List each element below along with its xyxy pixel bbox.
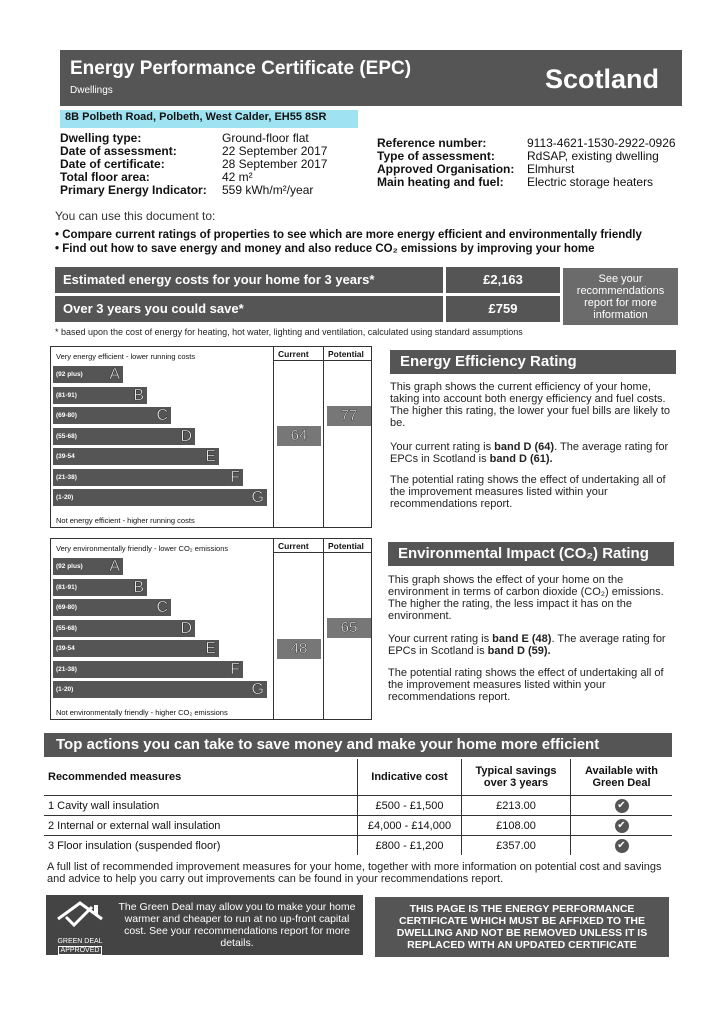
band-letter: A [109,558,120,575]
ei-top-label: Very environmentally friendly - lower CO₂ emissions [56,544,229,553]
col-current: Current [278,541,309,551]
detail-value: 9113-4621-1530-2922-0926 [527,136,676,150]
chart-divider [323,539,324,719]
col-potential: Potential [328,349,364,359]
ei-current-value: 48 [290,639,308,657]
col-savings: Typical savings over 3 years [462,759,571,796]
check-icon: ✔ [615,839,629,853]
cost: £4,000 - £14,000 [358,816,462,836]
page-subtitle: Dwellings [70,85,113,96]
text: band E (48) [492,633,552,645]
detail-value: Elmhurst [527,162,575,176]
chart-divider [273,552,371,553]
ee-potential-arrow [327,406,371,426]
band-range: (55-68) [56,624,77,632]
band-range: (21-38) [56,665,77,673]
ei-chart [50,538,372,720]
saving: £108.00 [462,816,571,836]
rating-band-b [53,387,147,404]
costs-footnote: * based upon the cost of energy for heating, hot water, lighting and ventilation, calculated using standard assumptions [55,327,523,337]
detail-value: 559 kWh/m²/year [222,183,314,197]
table-header [44,759,672,796]
band-range: (69-80) [56,412,77,419]
rating-band-e [53,640,219,657]
use-heading: You can use this document to: [55,209,216,223]
ee-paragraph-3: The potential rating shows the effect of undertaking all of the improvement measures listed within your recommendations report. [390,474,666,510]
text: . The average rating for EPCs in Scotland is [388,633,666,657]
band-letter: G [251,681,264,698]
rating-band-b [53,579,147,596]
detail-label: Dwelling type: [60,131,142,145]
band-range: (39-54 [56,645,75,652]
estimated-costs-label: Estimated energy costs for your home for 3 years* [55,267,443,293]
detail-value: 22 September 2017 [222,144,328,158]
col-cost: Indicative cost [358,759,462,796]
detail-value: Ground-floor flat [222,131,309,145]
ee-current-arrow [277,426,321,446]
cost: £800 - £1,200 [358,836,462,856]
green-deal-logo [52,899,108,954]
ei-paragraph-2 [388,633,670,657]
measure: 3 Floor insulation (suspended floor) [44,836,358,856]
green-deal-text: The Green Deal may allow you to make your home warmer and cheaper to run at no up-front capital cost. See your recommendations report for more details. [118,901,356,949]
text: Your current rating is [390,441,495,453]
savings-label: Over 3 years you could save* [55,296,443,322]
ee-heading: Energy Efficiency Rating [390,350,676,374]
col-measures: Recommended measures [48,771,182,783]
chart-divider [273,347,274,527]
detail-label: Date of certificate: [60,157,165,171]
band-range: (81-91) [56,391,77,399]
ee-potential-value: 77 [340,406,358,424]
logo-text: GREEN DEAL [57,938,103,945]
chart-divider [273,360,371,361]
ei-paragraph-1: This graph shows the effect of your home on the environment in terms of carbon dioxide (CO₂) emissions. The higher the rating, the less impact it has on the environment. [388,574,664,622]
recommendations-table [44,759,672,855]
band-letter: B [133,386,144,404]
ee-current-value: 64 [290,427,308,444]
band-range: (81-91) [56,583,77,591]
band-range: (21-38) [56,473,77,481]
rating-band-g [53,681,267,698]
detail-value: 28 September 2017 [222,157,328,171]
text: Your current rating is [388,633,493,645]
page-title: Energy Performance Certificate (EPC) [70,58,412,79]
rating-band-a [53,366,123,383]
green-deal-panel [46,895,363,955]
detail-label: Approved Organisation: [377,162,515,176]
bullet-item: • Find out how to save energy and money and also reduce CO₂ emissions by improving your home [55,243,595,255]
green-deal-cell [571,796,673,816]
ee-paragraph-2 [390,441,672,465]
ee-top-label: Very energy efficient - lower running costs [56,352,196,361]
table-row [44,836,672,856]
measure: 2 Internal or external wall insulation [44,816,358,836]
ee-bottom-label: Not energy efficient - higher running costs [56,516,195,525]
ei-potential-arrow [327,618,371,638]
green-deal-cell [571,836,673,856]
saving: £213.00 [462,796,571,816]
table-row [44,796,672,816]
property-address: 8B Polbeth Road, Polbeth, West Calder, EH55 8SR [60,110,358,128]
ei-bottom-label: Not environmentally friendly - higher CO₂ emissions [56,708,228,717]
cost: £500 - £1,500 [358,796,462,816]
table-row [44,816,672,836]
detail-label: Reference number: [377,136,487,150]
bullet-text: Compare current ratings of properties to see which are more energy efficient and environmentally friendly [62,229,642,241]
band-range: (69-80) [56,604,77,611]
rating-band-f [53,469,243,486]
certificate-warning: THIS PAGE IS THE ENERGY PERFORMANCE CERTIFICATE WHICH MUST BE AFFIXED TO THE DWELLING AND NOT BE REMOVED UNLESS IT IS REPLACED WITH AN UPDATED CERTIFICATE [375,897,669,957]
rating-band-e [53,448,219,465]
detail-label: Total floor area: [60,170,150,184]
band-letter: F [230,468,240,486]
ei-heading: Environmental Impact (CO₂) Rating [388,542,674,566]
rating-band-c [53,599,171,616]
rating-band-d [53,428,195,445]
recommendations-note: See your recommendations report for more information [563,268,678,325]
band-range: (92 plus) [56,563,83,570]
ee-chart [50,346,372,528]
band-range: (1-20) [56,686,74,693]
detail-value: RdSAP, existing dwelling [527,149,659,163]
measure: 1 Cavity wall insulation [44,796,358,816]
band-range: (39-54 [56,453,75,460]
detail-label: Date of assessment: [60,144,177,158]
saving: £357.00 [462,836,571,856]
col-green-deal: Available with Green Deal [571,759,673,796]
text: band D (64) [494,441,555,453]
band-letter: E [205,448,216,465]
ei-paragraph-3: The potential rating shows the effect of undertaking all of the improvement measures listed within your recommendations report. [388,667,664,703]
green-deal-cell [571,816,673,836]
text: band D (61). [489,453,553,465]
actions-note: A full list of recommended improvement measures for your home, together with more information on potential cost and savings and advice to help you carry out improvements can be found in your recommendations report. [47,861,662,885]
detail-label: Main heating and fuel: [377,175,504,189]
band-letter: D [180,619,192,637]
band-range: (92 plus) [56,371,83,378]
top-actions-heading: Top actions you can take to save money and make your home more efficient [44,733,672,757]
text: . The average rating for EPCs in Scotland is [390,441,669,465]
house-check-icon [52,899,108,933]
check-icon: ✔ [615,819,629,833]
ee-paragraph-1: This graph shows the current efficiency of your home, taking into account both energy efficiency and fuel costs. The higher this rating, the lower your fuel bills are likely to be. [390,381,671,429]
band-range: (55-68) [56,432,77,440]
rating-band-a [53,558,123,575]
region-label: Scotland [545,64,660,94]
text: band D (59). [487,645,551,657]
chart-divider [273,539,274,719]
band-letter: C [156,599,168,616]
check-icon: ✔ [615,799,629,813]
detail-value: Electric storage heaters [527,175,654,189]
left-details [60,132,382,197]
band-letter: G [251,489,264,506]
col-current: Current [278,349,309,359]
detail-label: Type of assessment: [377,149,495,163]
rating-band-f [53,661,243,678]
detail-value: 42 m² [222,170,253,184]
band-range: (1-20) [56,494,74,501]
savings-value: £759 [446,296,560,322]
band-letter: A [109,366,120,383]
band-letter: E [205,640,216,657]
col-potential: Potential [328,541,364,551]
estimated-costs-value: £2,163 [446,267,560,293]
rating-band-g [53,489,267,506]
ei-current-arrow [277,639,321,659]
band-letter: B [133,578,144,596]
band-letter: C [156,407,168,424]
rating-band-c [53,407,171,424]
bullet-text: Find out how to save energy and money and also reduce CO₂ emissions by improving your home [62,243,595,255]
chart-divider [323,347,324,527]
bullet-item: • Compare current ratings of properties to see which are more energy efficient and environmentally friendly [55,229,642,241]
band-letter: F [230,660,240,678]
rating-band-d [53,620,195,637]
logo-text: APPROVED [58,946,102,955]
ei-potential-value: 65 [340,619,358,636]
right-details [377,137,687,189]
detail-label: Primary Energy Indicator: [60,183,207,197]
band-letter: D [180,427,192,445]
